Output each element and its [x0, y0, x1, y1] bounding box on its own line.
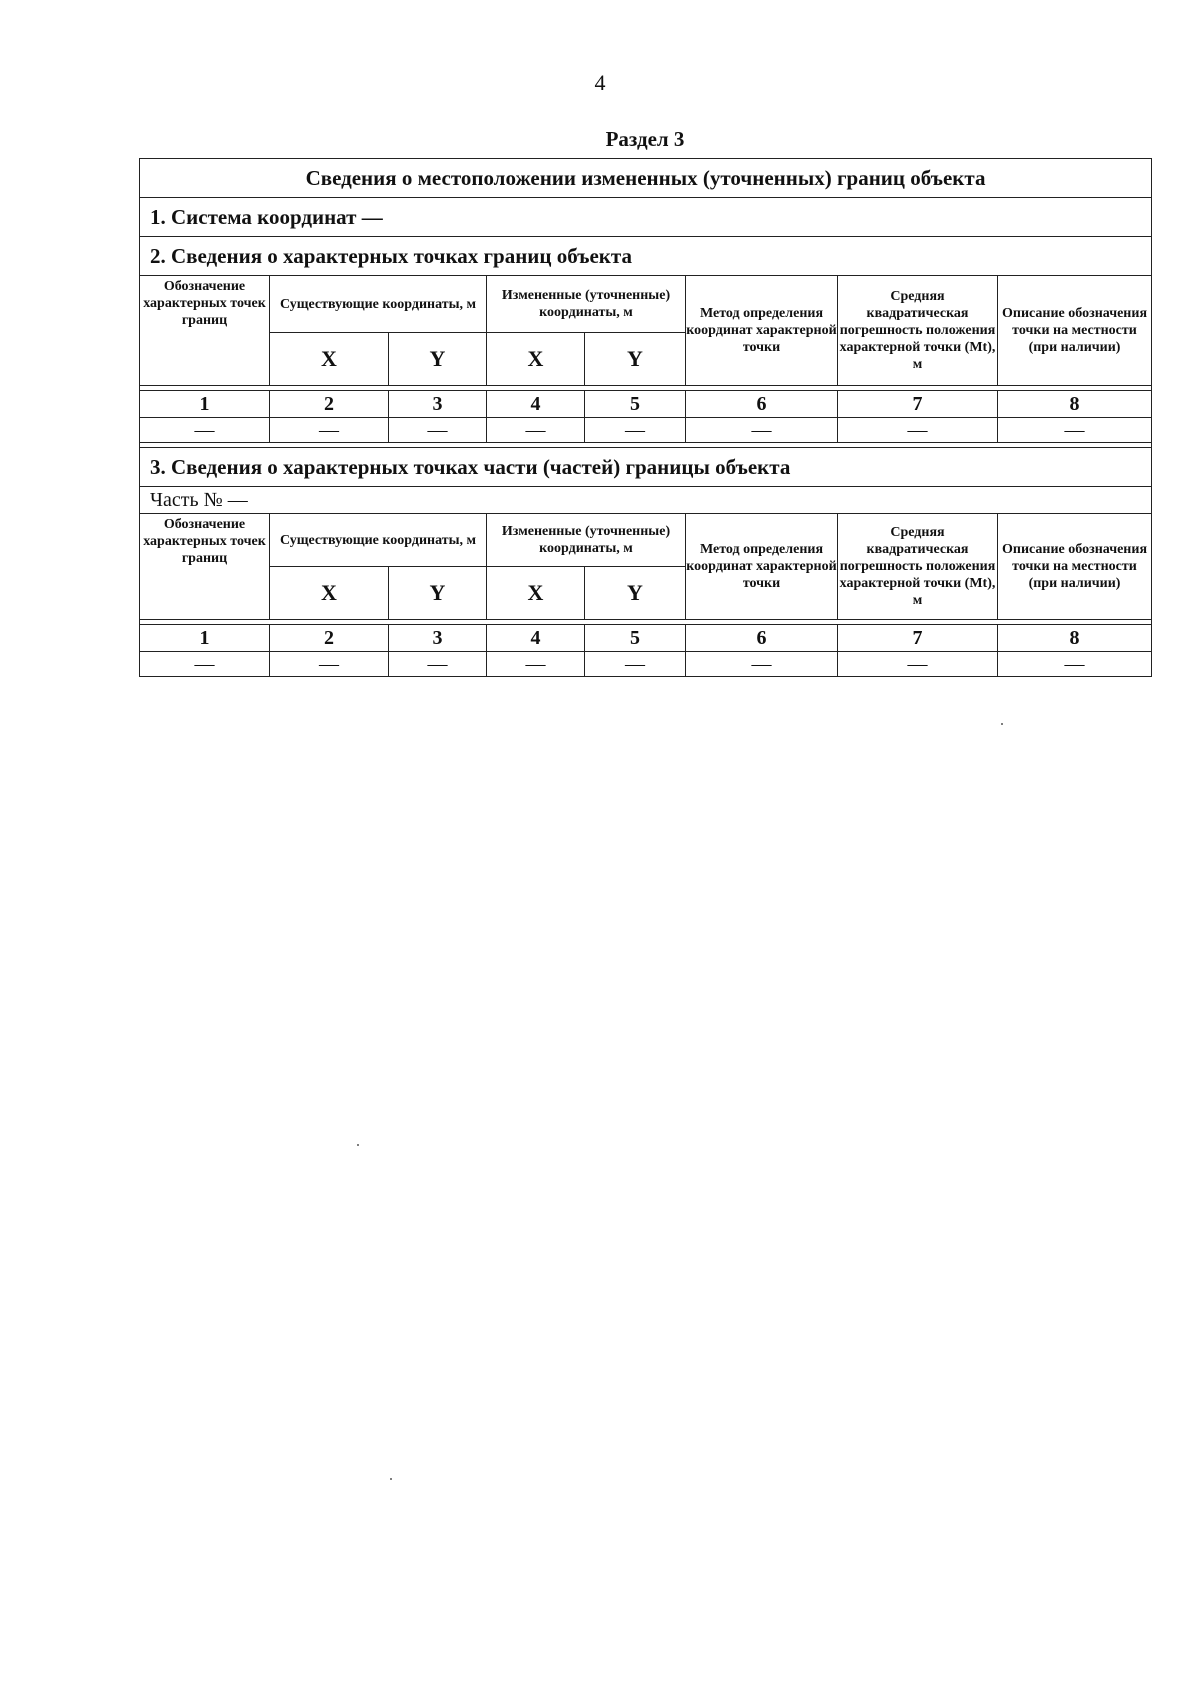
header-changed-y: Y — [585, 567, 686, 620]
column-number: 1 — [140, 625, 270, 652]
table-cell: — — [270, 418, 389, 443]
table-cell: — — [487, 652, 585, 677]
column-number: 7 — [838, 391, 998, 418]
main-title: Сведения о местоположении измененных (уточненных) границ объекта — [140, 159, 1152, 198]
scan-speck — [390, 1478, 392, 1480]
scan-speck — [357, 1144, 359, 1146]
block2-title: 3. Сведения о характерных точках части (частей) границы объекта — [140, 448, 1152, 487]
header-designation: Обозначение характерных точек границ — [140, 514, 270, 620]
table-cell: — — [838, 418, 998, 443]
block1-title: 2. Сведения о характерных точках границ объекта — [140, 237, 1152, 276]
header-existing-y: Y — [389, 567, 487, 620]
header-existing-y: Y — [389, 333, 487, 386]
column-number: 7 — [838, 625, 998, 652]
table-cell: — — [998, 652, 1152, 677]
column-number: 8 — [998, 391, 1152, 418]
table-cell: — — [686, 652, 838, 677]
header-changed-coords: Измененные (уточненные) координаты, м — [487, 276, 686, 333]
header-changed-x: X — [487, 567, 585, 620]
table-cell: — — [389, 418, 487, 443]
table-cell: — — [686, 418, 838, 443]
boundary-table — [139, 158, 1152, 677]
header-error: Средняя квадратическая погрешность положения характерной точки (Mt), м — [838, 276, 998, 386]
table-cell: — — [838, 652, 998, 677]
table-cell: — — [585, 418, 686, 443]
header-description: Описание обозначения точки на местности (при наличии) — [998, 514, 1152, 620]
column-number: 6 — [686, 391, 838, 418]
column-number: 3 — [389, 391, 487, 418]
header-existing-coords: Существующие координаты, м — [270, 514, 487, 567]
table-cell: — — [140, 652, 270, 677]
header-changed-y: Y — [585, 333, 686, 386]
header-existing-coords: Существующие координаты, м — [270, 276, 487, 333]
header-existing-x: X — [270, 567, 389, 620]
header-method: Метод определения координат характерной точки — [686, 514, 838, 620]
scan-speck — [1001, 723, 1003, 725]
table-cell: — — [389, 652, 487, 677]
table-row — [140, 418, 1152, 443]
table-cell: — — [487, 418, 585, 443]
column-numbers-row — [140, 625, 1152, 652]
column-number: 5 — [585, 391, 686, 418]
table-cell: — — [998, 418, 1152, 443]
column-number: 1 — [140, 391, 270, 418]
table-cell: — — [585, 652, 686, 677]
page-number: 4 — [594, 70, 606, 95]
table-cell: — — [140, 418, 270, 443]
coordinate-system: 1. Система координат — — [140, 198, 1152, 237]
column-number: 4 — [487, 625, 585, 652]
column-number: 2 — [270, 625, 389, 652]
column-numbers-row — [140, 391, 1152, 418]
column-number: 8 — [998, 625, 1152, 652]
column-number: 3 — [389, 625, 487, 652]
column-number: 2 — [270, 391, 389, 418]
header-method: Метод определения координат характерной точки — [686, 276, 838, 386]
document-table-frame — [139, 158, 1151, 677]
table-row — [140, 652, 1152, 677]
column-number: 6 — [686, 625, 838, 652]
part-number: Часть № — — [140, 487, 1152, 514]
header-existing-x: X — [270, 333, 389, 386]
header-description: Описание обозначения точки на местности (при наличии) — [998, 276, 1152, 386]
header-changed-x: X — [487, 333, 585, 386]
header-designation: Обозначение характерных точек границ — [140, 276, 270, 386]
table-cell: — — [270, 652, 389, 677]
header-changed-coords: Измененные (уточненные) координаты, м — [487, 514, 686, 567]
section-title: Раздел 3 — [605, 127, 685, 151]
column-number: 5 — [585, 625, 686, 652]
column-number: 4 — [487, 391, 585, 418]
header-error: Средняя квадратическая погрешность положения характерной точки (Mt), м — [838, 514, 998, 620]
